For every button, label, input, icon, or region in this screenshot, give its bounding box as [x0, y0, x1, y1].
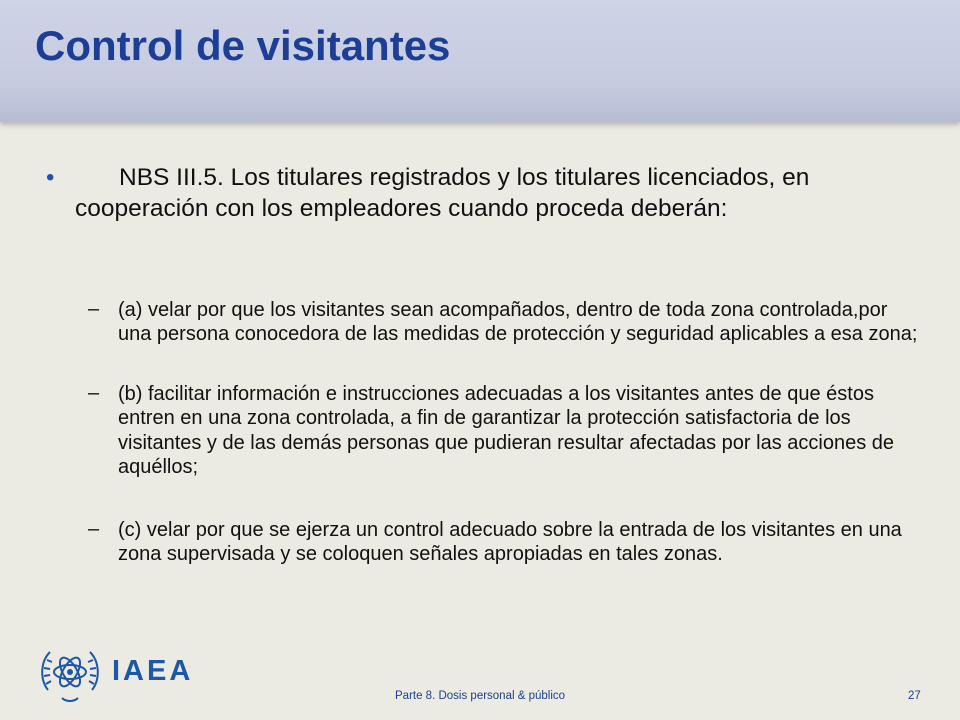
main-bullet-text: NBS III.5. Los titulares registrados y los titulares licenciados, en cooperación con los empleadores cuando proceda deberán: [75, 164, 810, 222]
bullet-marker: • [46, 164, 55, 191]
sub-item-b-marker: – [88, 382, 100, 404]
title-band [0, 0, 960, 122]
page-number: 27 [908, 690, 921, 702]
footer-text: Parte 8. Dosis personal & público [395, 690, 566, 702]
sub-item-c-marker: – [88, 518, 100, 540]
sub-item-a: (a) velar por que los visitantes sean acompañados, dentro de toda zona controlada,por una persona conocedora de las medidas de protección y seguridad aplicables a esa zona; [118, 299, 918, 346]
slide-title: Control de visitantes [35, 22, 451, 69]
iaea-logo-icon [36, 640, 104, 708]
sub-item-b: (b) facilitar información e instrucciones adecuadas a los visitantes antes de que éstos entren en una zona controlada, a fin de garantizar la protección satisfactoria de los visitantes y de las demás personas que pudieran resultar afectadas por las acciones de aquéllos; [118, 383, 895, 478]
iaea-logo-text: IAEA [112, 655, 194, 687]
sub-item-a-marker: – [88, 298, 100, 320]
sub-item-c: (c) velar por que se ejerza un control adecuado sobre la entrada de los visitantes en una zona supervisada y se coloquen señales apropiadas en tales zonas. [118, 519, 902, 566]
